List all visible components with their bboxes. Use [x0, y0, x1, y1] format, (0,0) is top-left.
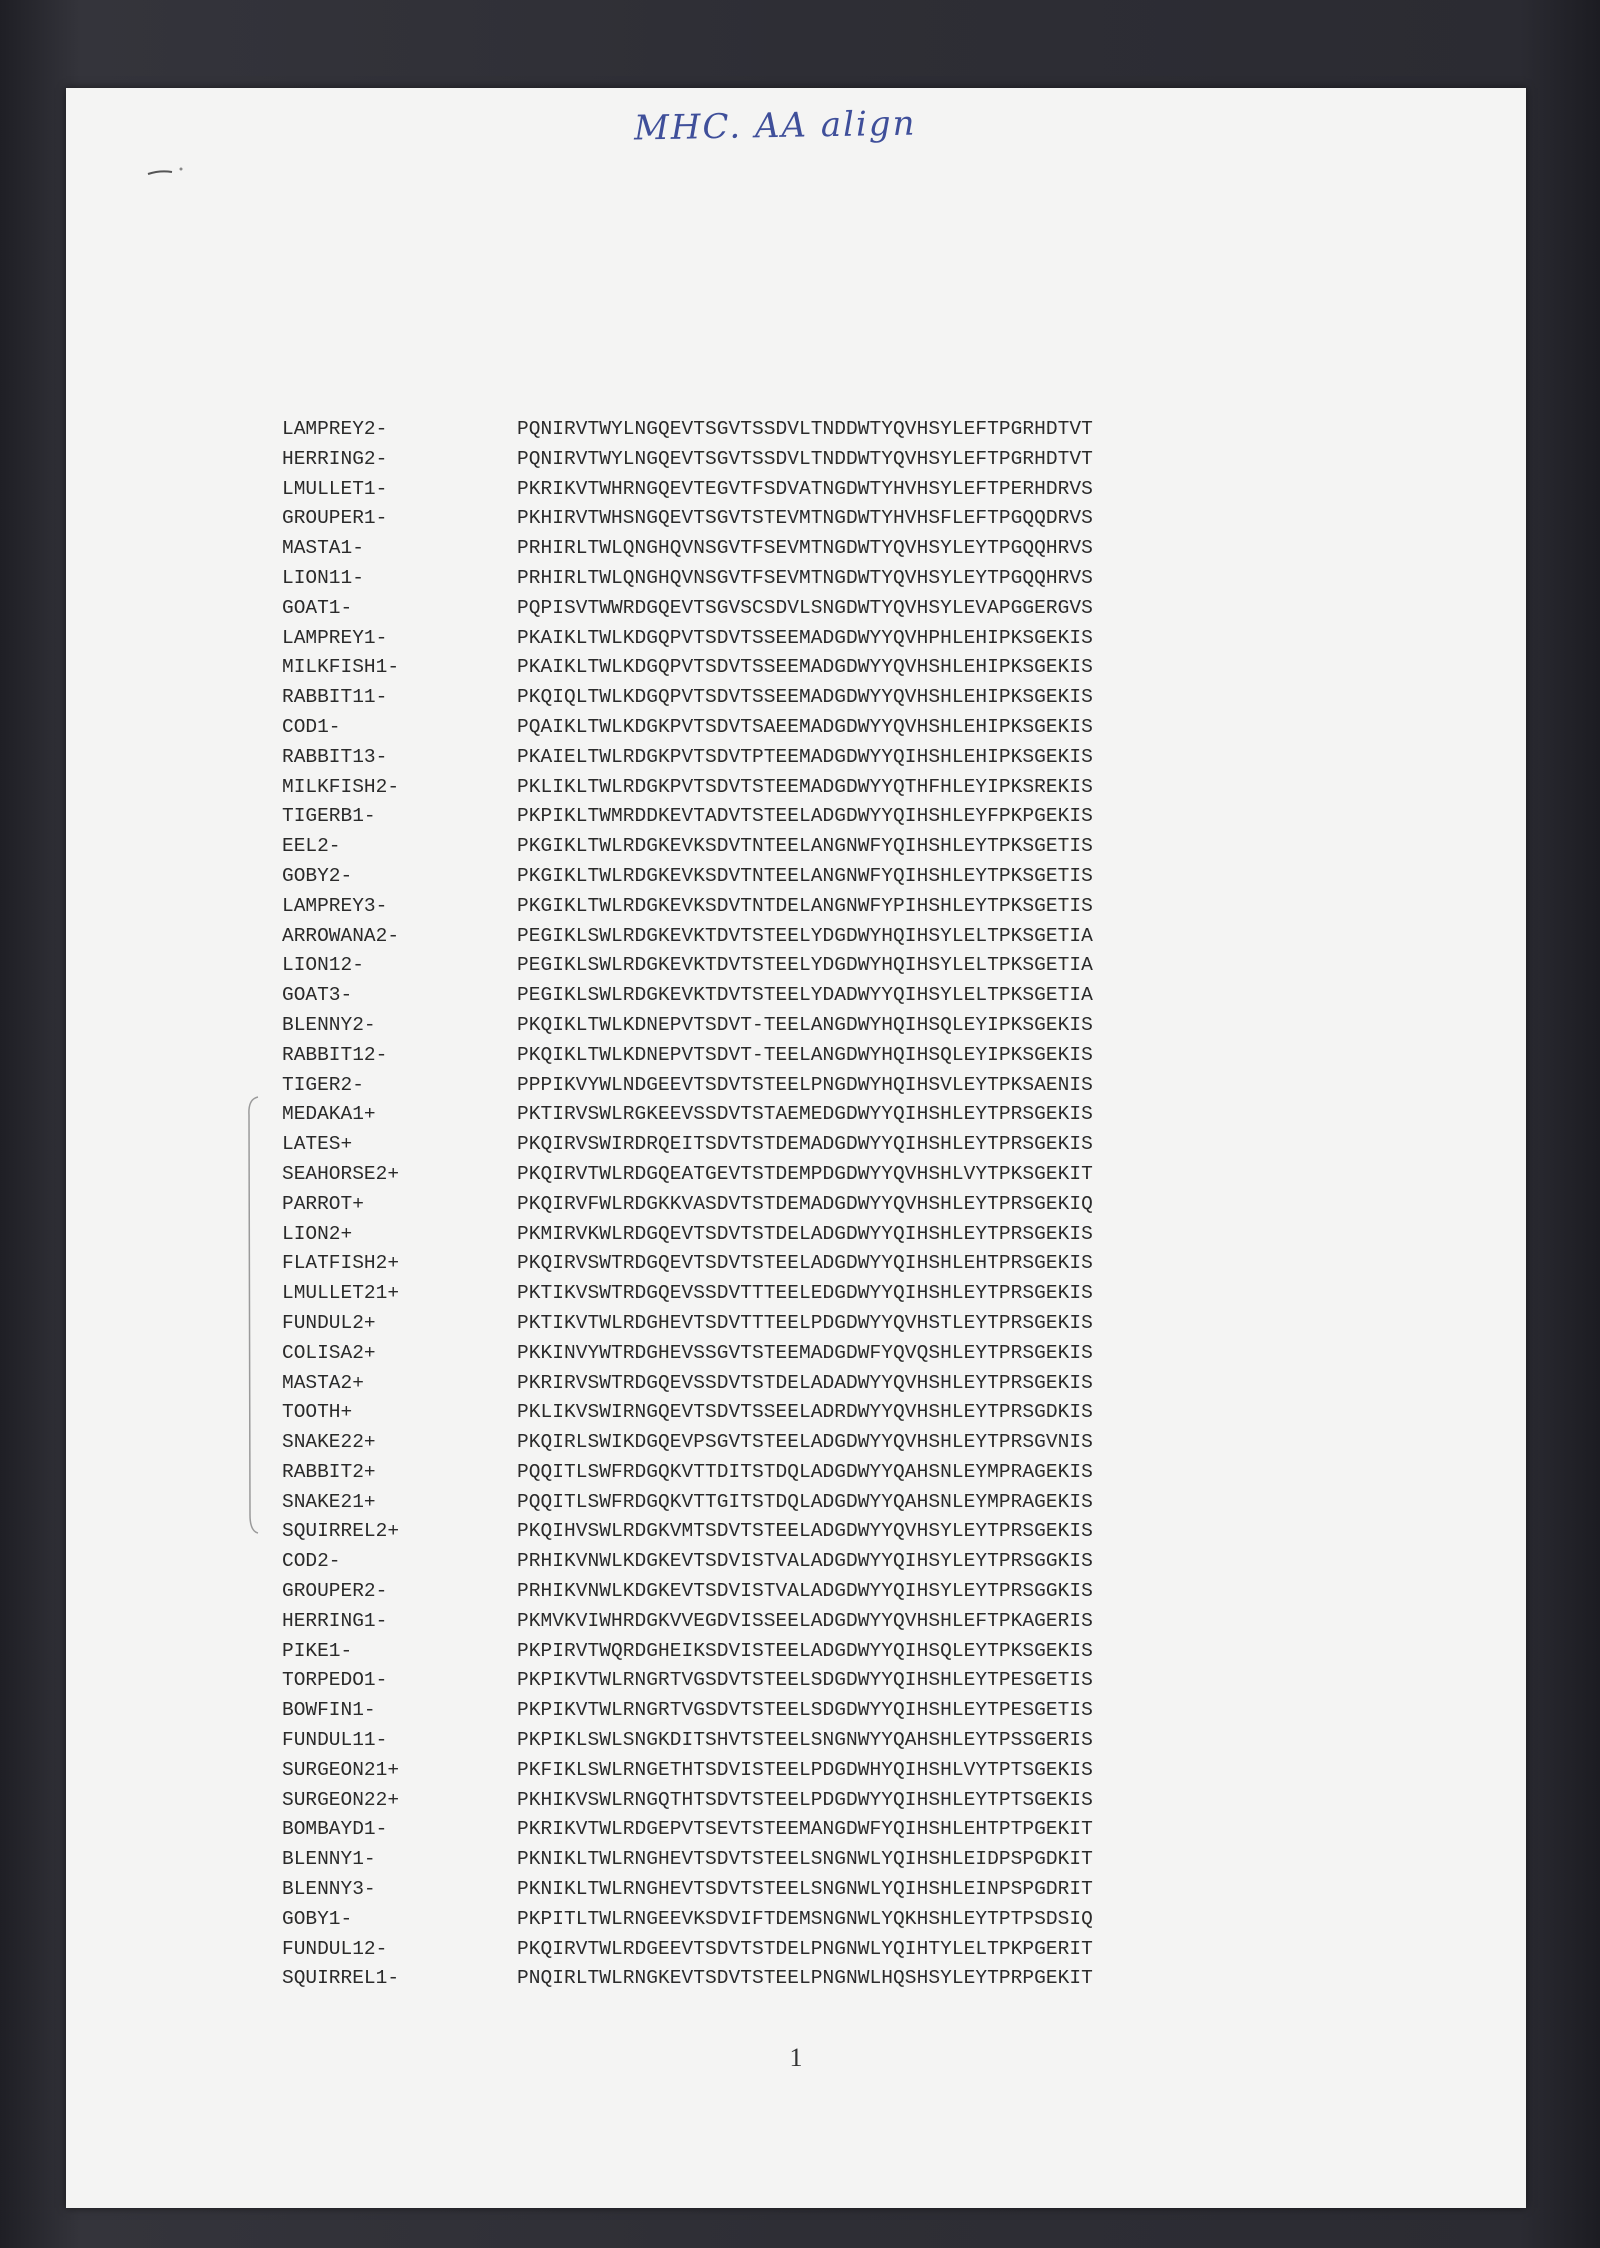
sequence-name: EEL2- [282, 835, 341, 858]
sequence-name: BLENNY2- [282, 1013, 376, 1036]
sequence-residues: PRHIRLTWLQNGHQVNSGVTFSEVMTNGDWTYQVHSYLEYTPGQQHRVS [517, 566, 1093, 589]
alignment-row [282, 1666, 1332, 1696]
sequence-name: BLENNY1- [282, 1848, 376, 1871]
sequence-name: LION12- [282, 954, 364, 977]
alignment-row [282, 1607, 1332, 1637]
sequence-name: RABBIT2+ [282, 1460, 376, 1483]
sequence-name: COLISA2+ [282, 1341, 376, 1364]
sequence-residues: PKHIKVSWLRNGQTHTSDVTSTEELPDGDWYYQIHSHLEYTPTSGEKIS [517, 1788, 1093, 1811]
sequence-name: LAMPREY1- [282, 626, 388, 649]
sequence-name: ARROWANA2- [282, 924, 400, 947]
alignment-row [282, 1041, 1332, 1071]
sequence-name: BLENNY3- [282, 1878, 376, 1901]
sequence-residues: PNQIRLTWLRNGKEVTSDVTSTEELPNGNWLHQSHSYLEYTPRPGEKIT [517, 1967, 1093, 1990]
sequence-residues: PEGIKLSWLRDGKEVKTDVTSTEELYDADWYYQIHSYLELTPKSGETIA [517, 984, 1093, 1007]
sequence-name: LMULLET1- [282, 477, 388, 500]
sequence-residues: PKLIKLTWLRDGKPVTSDVTSTEEMADGDWYYQTHFHLEYIPKSREKIS [517, 775, 1093, 798]
alignment-row [282, 1160, 1332, 1190]
sequence-residues: PQQITLSWFRDGQKVTTDITSTDQLADGDWYYQAHSNLEYMPRAGEKIS [517, 1460, 1093, 1483]
sequence-name: BOMBAYD1- [282, 1818, 388, 1841]
sequence-name: RABBIT11- [282, 686, 388, 709]
sequence-name: GOBY1- [282, 1907, 353, 1930]
document-page [66, 88, 1526, 2208]
sequence-residues: PKKINVYWTRDGHEVSSGVTSTEEMADGDWFYQVQSHLEYTPRSGEKIS [517, 1341, 1093, 1364]
alignment-row [282, 1637, 1332, 1667]
sequence-name: MILKFISH1- [282, 656, 400, 679]
sequence-name: PARROT+ [282, 1192, 364, 1215]
alignment-row [282, 1547, 1332, 1577]
sequence-residues: PQNIRVTWYLNGQEVTSGVTSSDVLTNDDWTYQVHSYLEFTPGRHDTVT [517, 418, 1093, 440]
sequence-name: SQUIRREL1- [282, 1967, 400, 1990]
sequence-name: FUNDUL2+ [282, 1311, 376, 1334]
sequence-residues: PKFIKLSWLRNGETHTSDVISTEELPDGDWHYQIHSHLVYTPTSGEKIS [517, 1758, 1093, 1781]
alignment-row [282, 683, 1332, 713]
alignment-row [282, 773, 1332, 803]
alignment-row [282, 1517, 1332, 1547]
sequence-residues: PKMVKVIWHRDGKVVEGDVISSEELADGDWYYQVHSHLEFTPKAGERIS [517, 1609, 1093, 1632]
sequence-name: MILKFISH2- [282, 775, 400, 798]
sequence-name: GROUPER2- [282, 1580, 388, 1603]
sequence-residues: PKQIRVTWLRDGQEATGEVTSTDEMPDGDWYYQVHSHLVYTPKSGEKIT [517, 1162, 1093, 1185]
alignment-row [282, 1577, 1332, 1607]
sequence-residues: PKQIHVSWLRDGKVMTSDVTSTEELADGDWYYQVHSYLEYTPRSGEKIS [517, 1520, 1093, 1543]
sequence-residues: PRHIRLTWLQNGHQVNSGVTFSEVMTNGDWTYQVHSYLEYTPGQQHRVS [517, 537, 1093, 560]
alignment-row [282, 504, 1332, 534]
sequence-residues: PKPITLTWLRNGEEVKSDVIFTDEMSNGNWLYQKHSHLEYTPTPSDSIQ [517, 1907, 1093, 1930]
sequence-residues: PRHIKVNWLKDGKEVTSDVISTVALADGDWYYQIHSYLEYTPRSGGKIS [517, 1550, 1093, 1573]
sequence-name: SURGEON21+ [282, 1758, 400, 1781]
sequence-residues: PKQIKLTWLKDNEPVTSDVT-TEELANGDWYHQIHSQLEYIPKSGEKIS [517, 1013, 1093, 1036]
sequence-name: PIKE1- [282, 1639, 353, 1662]
sequence-name: COD2- [282, 1550, 341, 1573]
sequence-residues: PKQIKLTWLKDNEPVTSDVT-TEELANGDWYHQIHSQLEYIPKSGEKIS [517, 1043, 1093, 1066]
alignment-row [282, 1011, 1332, 1041]
alignment-row [282, 624, 1332, 654]
sequence-residues: PKGIKLTWLRDGKEVKSDVTNTEELANGNWFYQIHSHLEYTPKSGETIS [517, 835, 1093, 858]
alignment-row [282, 1458, 1332, 1488]
sequence-name: SNAKE21+ [282, 1490, 376, 1513]
alignment-row [282, 862, 1332, 892]
alignment-row [282, 1428, 1332, 1458]
sequence-name: FUNDUL12- [282, 1937, 388, 1960]
sequence-name: LION2+ [282, 1222, 353, 1245]
sequence-name: SNAKE22+ [282, 1431, 376, 1454]
sequence-name: FLATFISH2+ [282, 1252, 400, 1275]
sequence-residues: PKTIKVSWTRDGQEVSSDVTTTEELEDGDWYYQIHSHLEYTPRSGEKIS [517, 1282, 1093, 1305]
sequence-name: FUNDUL11- [282, 1729, 388, 1752]
alignment-row [282, 445, 1332, 475]
alignment-row [282, 1935, 1332, 1965]
sequence-name: TIGER2- [282, 1073, 364, 1096]
sequence-residues: PKGIKLTWLRDGKEVKSDVTNTDELANGNWFYPIHSHLEYTPKSGETIS [517, 894, 1093, 917]
sequence-name: HERRING1- [282, 1609, 388, 1632]
alignment-row [282, 1756, 1332, 1786]
sequence-name: LATES+ [282, 1133, 353, 1156]
alignment-row [282, 534, 1332, 564]
sequence-name: LION11- [282, 566, 364, 589]
sequence-name: MEDAKA1+ [282, 1103, 376, 1126]
sequence-name: LMULLET21+ [282, 1282, 400, 1305]
sequence-residues: PKHIRVTWHSNGQEVTSGVTSTEVMTNGDWTYHVHSFLEFTPGQQDRVS [517, 507, 1093, 530]
sequence-residues: PKAIKLTWLKDGQPVTSDVTSSEEMADGDWYYQVHPHLEHIPKSGEKIS [517, 626, 1093, 649]
alignment-row [282, 1309, 1332, 1339]
sequence-residues: PQAIKLTWLKDGKPVTSDVTSAEEMADGDWYYQVHSHLEHIPKSGEKIS [517, 715, 1093, 738]
alignment-row [282, 1726, 1332, 1756]
alignment-row [282, 802, 1332, 832]
sequence-alignment [282, 415, 1332, 1994]
alignment-row [282, 1398, 1332, 1428]
sequence-name: RABBIT12- [282, 1043, 388, 1066]
alignment-row [282, 1815, 1332, 1845]
alignment-row [282, 1369, 1332, 1399]
sequence-residues: PKQIQLTWLKDGQPVTSDVTSSEEMADGDWYYQVHSHLEHIPKSGEKIS [517, 686, 1093, 709]
sequence-residues: PKQIRLSWIKDGQEVPSGVTSTEELADGDWYYQVHSHLEYTPRSGVNIS [517, 1431, 1093, 1454]
sequence-name: BOWFIN1- [282, 1699, 376, 1722]
alignment-row [282, 1488, 1332, 1518]
sequence-residues: PKQIRVSWTRDGQEVTSDVTSTEELADGDWYYQIHSHLEHTPRSGEKIS [517, 1252, 1093, 1275]
alignment-row [282, 1071, 1332, 1101]
pen-mark-icon [146, 164, 186, 178]
sequence-residues: PKMIRVKWLRDGQEVTSDVTSTDELADGDWYYQIHSHLEYTPRSGEKIS [517, 1222, 1093, 1245]
alignment-row [282, 564, 1332, 594]
sequence-name: LAMPREY3- [282, 894, 388, 917]
sequence-name: GOBY2- [282, 864, 353, 887]
sequence-residues: PKQIRVFWLRDGKKVASDVTSTDEMADGDWYYQVHSHLEYTPRSGEKIQ [517, 1192, 1093, 1215]
sequence-name: SURGEON22+ [282, 1788, 400, 1811]
alignment-row [282, 1964, 1332, 1994]
alignment-row [282, 892, 1332, 922]
sequence-residues: PKRIKVTWHRNGQEVTEGVTFSDVATNGDWTYHVHSYLEFTPERHDRVS [517, 477, 1093, 500]
sequence-residues: PEGIKLSWLRDGKEVKTDVTSTEELYDGDWYHQIHSYLELTPKSGETIA [517, 954, 1093, 977]
sequence-residues: PKNIKLTWLRNGHEVTSDVTSTEELSNGNWLYQIHSHLEIDPSPGDKIT [517, 1848, 1093, 1871]
sequence-name: COD1- [282, 715, 341, 738]
alignment-row [282, 653, 1332, 683]
alignment-row [282, 594, 1332, 624]
alignment-row [282, 1845, 1332, 1875]
pencil-bracket-mark [246, 1095, 260, 1535]
sequence-residues: PQNIRVTWYLNGQEVTSGVTSSDVLTNDDWTYQVHSYLEFTPGRHDTVT [517, 447, 1093, 470]
sequence-name: TIGERB1- [282, 805, 376, 828]
sequence-name: SQUIRREL2+ [282, 1520, 400, 1543]
sequence-residues: PPPIKVYWLNDGEEVTSDVTSTEELPNGDWYHQIHSVLEYTPKSAENIS [517, 1073, 1093, 1096]
handwritten-title: MHC. AA align [633, 103, 917, 149]
sequence-name: TORPEDO1- [282, 1669, 388, 1692]
sequence-residues: PKPIKVTWLRNGRTVGSDVTSTEELSDGDWYYQIHSHLEYTPESGETIS [517, 1669, 1093, 1692]
alignment-row [282, 951, 1332, 981]
alignment-row [282, 1339, 1332, 1369]
alignment-row [282, 832, 1332, 862]
sequence-residues: PKPIKVTWLRNGRTVGSDVTSTEELSDGDWYYQIHSHLEYTPESGETIS [517, 1699, 1093, 1722]
alignment-row [282, 713, 1332, 743]
sequence-residues: PKLIKVSWIRNGQEVTSDVTSSEELADRDWYYQVHSHLEYTPRSGDKIS [517, 1401, 1093, 1424]
sequence-name: GROUPER1- [282, 507, 388, 530]
alignment-row [282, 922, 1332, 952]
sequence-name: LAMPREY2- [282, 418, 388, 440]
sequence-residues: PKTIKVTWLRDGHEVTSDVTTTEELPDGDWYYQVHSTLEYTPRSGEKIS [517, 1311, 1093, 1334]
sequence-residues: PKPIKLSWLSNGKDITSHVTSTEELSNGNWYYQAHSHLEYTPSSGERIS [517, 1729, 1093, 1752]
sequence-residues: PKTIRVSWLRGKEEVSSDVTSTAEMEDGDWYYQIHSHLEYTPRSGEKIS [517, 1103, 1093, 1126]
sequence-name: MASTA1- [282, 537, 364, 560]
sequence-residues: PKAIELTWLRDGKPVTSDVTPTEEMADGDWYYQIHSHLEHIPKSGEKIS [517, 745, 1093, 768]
sequence-name: MASTA2+ [282, 1371, 364, 1394]
alignment-row [282, 1279, 1332, 1309]
alignment-row [282, 1786, 1332, 1816]
sequence-name: TOOTH+ [282, 1401, 353, 1424]
sequence-residues: PRHIKVNWLKDGKEVTSDVISTVALADGDWYYQIHSYLEYTPRSGGKIS [517, 1580, 1093, 1603]
sequence-residues: PQPISVTWWRDGQEVTSGVSCSDVLSNGDWTYQVHSYLEVAPGGERGVS [517, 596, 1093, 619]
sequence-residues: PKPIKLTWMRDDKEVTADVTSTEELADGDWYYQIHSHLEYFPKPGEKIS [517, 805, 1093, 828]
sequence-residues: PKRIRVSWTRDGQEVSSDVTSTDELADADWYYQVHSHLEYTPRSGEKIS [517, 1371, 1093, 1394]
alignment-row [282, 475, 1332, 505]
sequence-residues: PKQIRVSWIRDRQEITSDVTSTDEMADGDWYYQIHSHLEYTPRSGEKIS [517, 1133, 1093, 1156]
sequence-residues: PKPIRVTWQRDGHEIKSDVISTEELADGDWYYQIHSQLEYTPKSGEKIS [517, 1639, 1093, 1662]
alignment-row [282, 1100, 1332, 1130]
alignment-row [282, 1696, 1332, 1726]
sequence-residues: PKAIKLTWLKDGQPVTSDVTSSEEMADGDWYYQVHSHLEHIPKSGEKIS [517, 656, 1093, 679]
alignment-row [282, 743, 1332, 773]
alignment-row [282, 1875, 1332, 1905]
page-number: 1 [789, 2043, 803, 2072]
sequence-residues: PKGIKLTWLRDGKEVKSDVTNTEELANGNWFYQIHSHLEYTPKSGETIS [517, 864, 1093, 887]
alignment-row [282, 1190, 1332, 1220]
alignment-row [282, 1905, 1332, 1935]
alignment-row [282, 981, 1332, 1011]
sequence-name: GOAT3- [282, 984, 353, 1007]
alignment-row [282, 415, 1332, 445]
sequence-residues: PEGIKLSWLRDGKEVKTDVTSTEELYDGDWYHQIHSYLELTPKSGETIA [517, 924, 1093, 947]
sequence-residues: PKNIKLTWLRNGHEVTSDVTSTEELSNGNWLYQIHSHLEINPSPGDRIT [517, 1878, 1093, 1901]
alignment-row [282, 1249, 1332, 1279]
sequence-residues: PQQITLSWFRDGQKVTTGITSTDQLADGDWYYQAHSNLEYMPRAGEKIS [517, 1490, 1093, 1513]
sequence-name: HERRING2- [282, 447, 388, 470]
sequence-residues: PKQIRVTWLRDGEEVTSDVTSTDELPNGNWLYQIHTYLELTPKPGERIT [517, 1937, 1093, 1960]
sequence-name: SEAHORSE2+ [282, 1162, 400, 1185]
alignment-row [282, 1130, 1332, 1160]
sequence-name: GOAT1- [282, 596, 353, 619]
sequence-name: RABBIT13- [282, 745, 388, 768]
alignment-row [282, 1220, 1332, 1250]
sequence-residues: PKRIKVTWLRDGEPVTSEVTSTEEMANGDWFYQIHSHLEHTPTPGEKIT [517, 1818, 1093, 1841]
